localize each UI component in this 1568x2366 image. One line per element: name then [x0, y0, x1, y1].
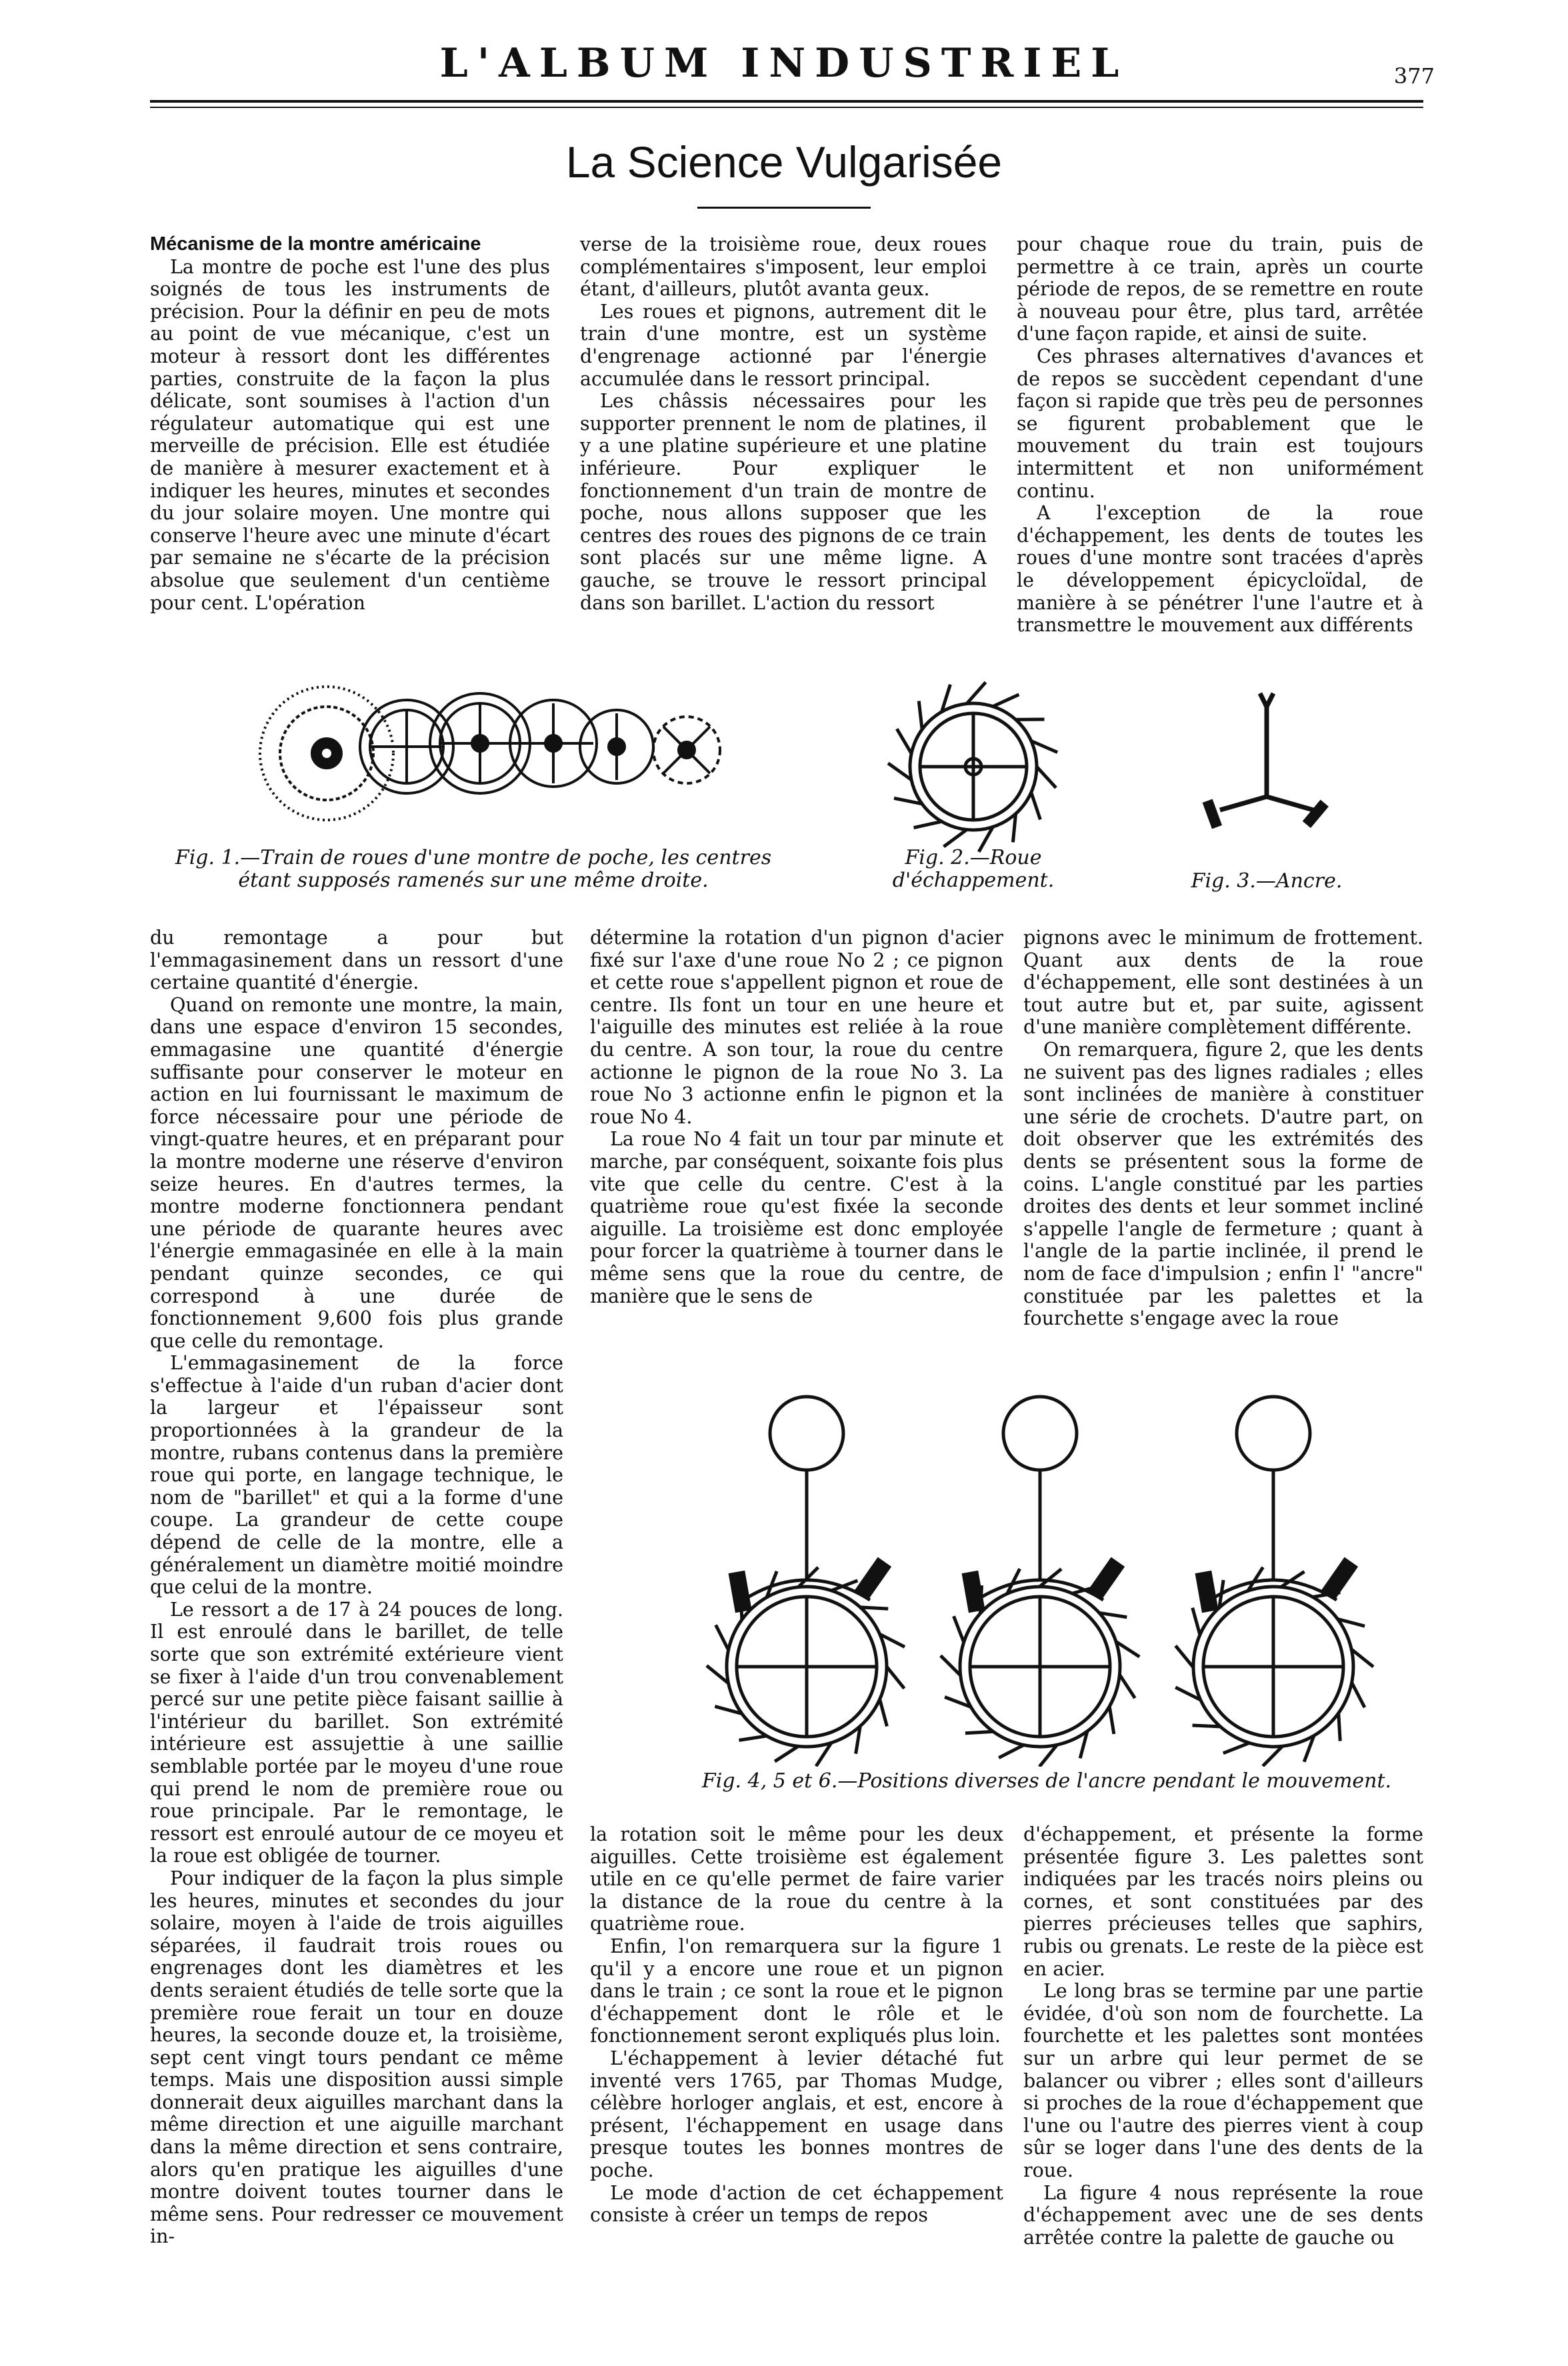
paragraph: Enfin, l'on remarquera sur la figure 1 qu'il y a encore une roue et un pignon dans le train ; ce sont la roue et le pignon d'échappement dont le rôle et le fonctionnement seront expliqués plus loin. [590, 1935, 1003, 2047]
escape-wheel-tooth [1119, 1675, 1135, 1698]
paragraph: verse de la troisième roue, deux roues complémentaires s'imposent, leur emploi étant, d'ailleurs, plutôt avanta geux. [580, 233, 987, 301]
escape-wheel-tooth [944, 829, 967, 847]
escape-wheel-tooth [941, 1655, 961, 1675]
escape-wheel-tooth [914, 821, 942, 827]
escape-wheel-tooth [887, 1667, 904, 1689]
paragraph: Le long bras se termine par une partie évidée, d'où son nom de fourchette. La fourchette et les palettes sont montées sur un arbre qui leur permet de se balancer ou vibrer ; elles sont d'ailleurs si proches de la roue d'échappement que l'une ou l'autre des pierres vient à coup sûr se loger dans l'une des dents de la roue. [1023, 1980, 1423, 2181]
paragraph: détermine la rotation d'un pignon d'acier fixé sur l'axe d'une roue No 2 ; ce pignon et cette roue s'appellent pignon et roue de centre. Ils font un tour en une heure et l'aiguille des minutes est reliée à la roue du centre. A son tour, la roue du centre actionne le pignon de la roue No 3. La roue No 3 actionne enfin le pignon et la roue No 4. [590, 927, 1003, 1128]
paragraph: Le mode d'action de cet échappement consiste à créer un temps de repos [590, 2181, 1003, 2227]
escape-wheel-tooth [1352, 1683, 1365, 1707]
section-heading: Mécanisme de la montre américaine [150, 233, 481, 255]
balance-roller [1237, 1397, 1310, 1470]
escape-wheel-tooth [1193, 1608, 1200, 1635]
middle-column-2 [590, 927, 1003, 1307]
paragraph: A l'exception de la roue d'échappement, les dents de toutes les roues d'une montre sont tracées d'après le développement épicycloïdal, de manière à se pénétrer l'une l'autre et à transmettre le mouvement aux différents [1017, 502, 1423, 637]
paragraph: La roue No 4 fait un tour par minute et marche, par conséquent, soixante fois plus vite que celle du centre. C'est à la quatrième roue qu'est fixée la seconde aiguille. La troisième est donc employée pour forcer la quatrième à tourner dans le même sens que la roue du centre, de manière que le sens de [590, 1128, 1003, 1307]
escape-wheel-tooth [1339, 1713, 1341, 1741]
left-pallet [730, 1573, 749, 1611]
escape-wheel-tooth [897, 729, 911, 753]
middle-column-3 [1023, 927, 1423, 1330]
paragraph: L'échappement à levier détaché fut inventé vers 1765, par Thomas Mudge, célèbre horloger anglais, et est, encore à présent, l'échappement en usage dans presque toutes les bonnes montres de poche. [590, 2047, 1003, 2181]
header-rule-thick [150, 100, 1423, 103]
paragraph: Les roues et pignons, autrement dit le train d'une montre, est un système d'engrenage actionné par l'énergie accumulée dans le ressort principal. [580, 300, 987, 390]
escape-wheel-tooth [1223, 1743, 1249, 1753]
paragraph: d'échappement, et présente la forme présentée figure 3. Les palettes sont indiquées par les tracés noirs pleins ou cornes, et sont constituées par des pierres précieuses telles que saphirs, rubis ou grenats. Le reste de la pièce est en acier. [1023, 1823, 1423, 1980]
paragraph: pignons avec le minimum de frottement. Quant aux dents de la roue d'échappement, elle sont destinées à un tout autre but et, par suite, agissent d'une manière complètement différente. [1023, 927, 1423, 1039]
paragraph: Les châssis nécessaires pour les supporter prennent le nom de platines, il y a une platine supérieure et une platine inférieure. Pour expliquer le fonctionnement d'un train de montre de poche, nous allons supposer que les centres des roues des pignons de ce train sont placés sur une même ligne. A gauche, se trouve le ressort principal dans son barillet. L'action du ressort [580, 390, 987, 614]
paragraph: pour chaque roue du train, puis de permettre à ce train, après un courte période de repos, de se remettre en route à nouveau pour être, plus tard, arrêtée d'une façon rapide, et ainsi de suite. [1017, 233, 1423, 345]
escape-wheel-tooth [967, 682, 985, 703]
escape-wheel-tooth [965, 1731, 993, 1733]
article-title: La Science Vulgarisée [565, 137, 1003, 187]
paragraph: Le ressort a de 17 à 24 pouces de long. Il est enroulé dans le barillet, de telle sorte que son extrémité extérieure vient se fixer à l'aide d'un trou convenablement percé sur une petite pièce faisant saillie à l'intérieur du barillet. Son extrémité intérieure est assujettie à une saillie semblable portée par le moyeu d'une roue qui prend le nom de première roue ou roue principale. Par le remontage, le ressort est enroulé autour de ce moyeu et la roue est obligée de tourner. [150, 1598, 563, 1867]
page-number: 377 [1393, 63, 1435, 89]
paragraph: la rotation soit le même pour les deux aiguilles. Cette troisième est également utile en ce qu'elle permet de faire varier la distance de la roue du centre à la quatrième roue. [590, 1823, 1003, 1935]
escape-wheel-tooth [993, 695, 1019, 707]
paragraph: On remarquera, figure 2, que les dents ne suivent pas des lignes radiales ; elles sont inclinées de manière à constituer une série de crochets. D'autre part, on doit observer que les extrémités des dents se présentent sous la forme de coins. L'angle constitué par les parties droites des dents et leur sommet incliné s'appelle l'angle de fermeture ; quant à l'angle de la partie inclinée, il prend le nom de face d'impulsion ; enfin l' "ancre" constituée par les palettes et la fourchette s'engage avec la roue [1023, 1038, 1423, 1330]
escape-wheel-tooth [1263, 1746, 1283, 1766]
top-column-1 [150, 233, 550, 614]
left-pallet [1197, 1573, 1216, 1611]
figures-4-5-6-escapement-positions [680, 1360, 1413, 1767]
running-title: L'ALBUM INDUSTRIEL [439, 40, 1129, 87]
figure-1-gear-train [253, 667, 807, 840]
balance-roller [1003, 1397, 1077, 1470]
escape-wheel-tooth [1013, 814, 1015, 843]
balance-roller [770, 1397, 843, 1470]
escape-wheel-tooth [739, 1736, 767, 1740]
escape-wheel-tooth [1175, 1646, 1193, 1667]
escape-wheel-tooth [1037, 767, 1056, 788]
top-column-2 [580, 233, 987, 614]
paragraph: Quand on remonte une montre, la main, dans une espace d'environ 15 secondes, emmagasine une quantité d'énergie suffisante pour conserver le moteur en action en lui fournissant le maximum de force nécessaire pour une période de vingt-quatre heures, et en préparant pour la montre moderne une réserve d'environ seize heures. En d'autres termes, la montre moderne fonctionnera pendant une période de quarante heures avec l'énergie emmagasinée en elle à la main pendant quinze secondes, ce qui correspond à une durée de fonctionnement 9,600 fois plus grande que celle du remontage. [150, 993, 563, 1352]
escape-wheel-tooth [880, 1699, 887, 1727]
figure-3-anchor [1180, 680, 1367, 840]
top-column-3 [1017, 233, 1423, 637]
escape-wheel-tooth [860, 1607, 888, 1609]
bottom-column-3 [1023, 1823, 1423, 2249]
figure-2-caption: Fig. 2.—Roue d'échappement. [892, 846, 1055, 892]
figure-2-escape-wheel [880, 673, 1067, 860]
paragraph: Pour indiquer de la façon la plus simple les heures, minutes et secondes du jour solaire, moyen à l'aide de trois aiguilles séparées, il faudrait trois roues ou engrenages dont les diamètres et les dents seraient étudiés de telle sorte que la première roue ferait un tour en douze heures, la seconde douze et, la troisième, sept cent vingt tours pendant ce même temps. Mais une disposition aussi simple donnerait deux aiguilles marchant dans la même direction et une aiguille marchant dans la même direction et sens contraire, alors qu'en pratique les aiguilles d'une montre doivent toutes tourner dans le même sens. Pour redresser ce mouvement in- [150, 1867, 563, 2248]
escape-wheel-tooth [716, 1625, 729, 1651]
figure-1-caption: Fig. 1.—Train de roues d'une montre de poche, les centres étant supposés ramenés sur une même droite. [175, 846, 772, 892]
right-pallet [857, 1559, 889, 1597]
escape-wheel-tooth [999, 1745, 1023, 1757]
escape-wheel-tooth [888, 763, 911, 780]
escape-wheel-tooth [954, 1616, 964, 1642]
paragraph: Ces phrases alternatives d'avances et de repos se succèdent cependant d'une façon si rapide que très peu de personnes se figurent probablement que le mouvement du train est toujours intermittent et non uniformément continu. [1017, 345, 1423, 502]
escape-wheel-tooth [1193, 1725, 1221, 1727]
escape-wheel-tooth [1031, 793, 1041, 820]
figures-4-5-6-caption: Fig. 4, 5 et 6.—Positions diverses de l'ancre pendant le mouvement. [701, 1769, 1392, 1793]
paragraph: L'emmagasinement de la force s'effectue à l'aide d'un ruban d'acier dont la largeur et l'épaisseur sont proportionnées à la grandeur de la montre, rubans contenus dans la première roue qui porte, en langage technique, le nom de "barillet" et qui a la forme d'une coupe. La grandeur de cette coupe dépend de celle de la montre, elle a généralement un diamètre moitié moindre que celui de la montre. [150, 1352, 563, 1599]
title-rule [697, 207, 871, 209]
escape-wheel-tooth [919, 701, 922, 729]
escape-wheel-tooth [1039, 1569, 1061, 1587]
figure-3-caption: Fig. 3.—Ancre. [1191, 869, 1343, 893]
bottom-column-2 [590, 1823, 1003, 2227]
right-pallet [1091, 1559, 1123, 1597]
paragraph: du remontage a pour but l'emmagasinement dans un ressort d'une certaine quantité d'énergie. [150, 927, 563, 994]
paragraph: La figure 4 nous représente la roue d'échappement avec une de ses dents arrêtée contre la palette de gauche ou [1023, 2181, 1423, 2249]
middle-column-1 [150, 927, 563, 2248]
escape-wheel-tooth [1109, 1707, 1114, 1735]
right-pallet [1324, 1559, 1356, 1597]
header-rule-thin [150, 107, 1423, 108]
paragraph: La montre de poche est l'une des plus soignés de tous les instruments de précision. Pour la définir en peu de mots au point de vue mécanique, c'est un moteur à ressort dont les différentes parties, construite de la façon la plus délicate, sont soumises à l'action d'un régulateur automatique qui est une merveille de précision. Elle est étudiée de manière à mesurer exactement et à indiquer les heures, minutes et secondes du jour solaire moyen. Une montre qui conserve l'heure avec une minute d'écart par semaine ne s'écarte de la précision absolue que seulement d'un centième pour cent. L'opération [150, 255, 550, 614]
escape-wheel-tooth [775, 1746, 798, 1761]
left-pallet [963, 1573, 983, 1611]
